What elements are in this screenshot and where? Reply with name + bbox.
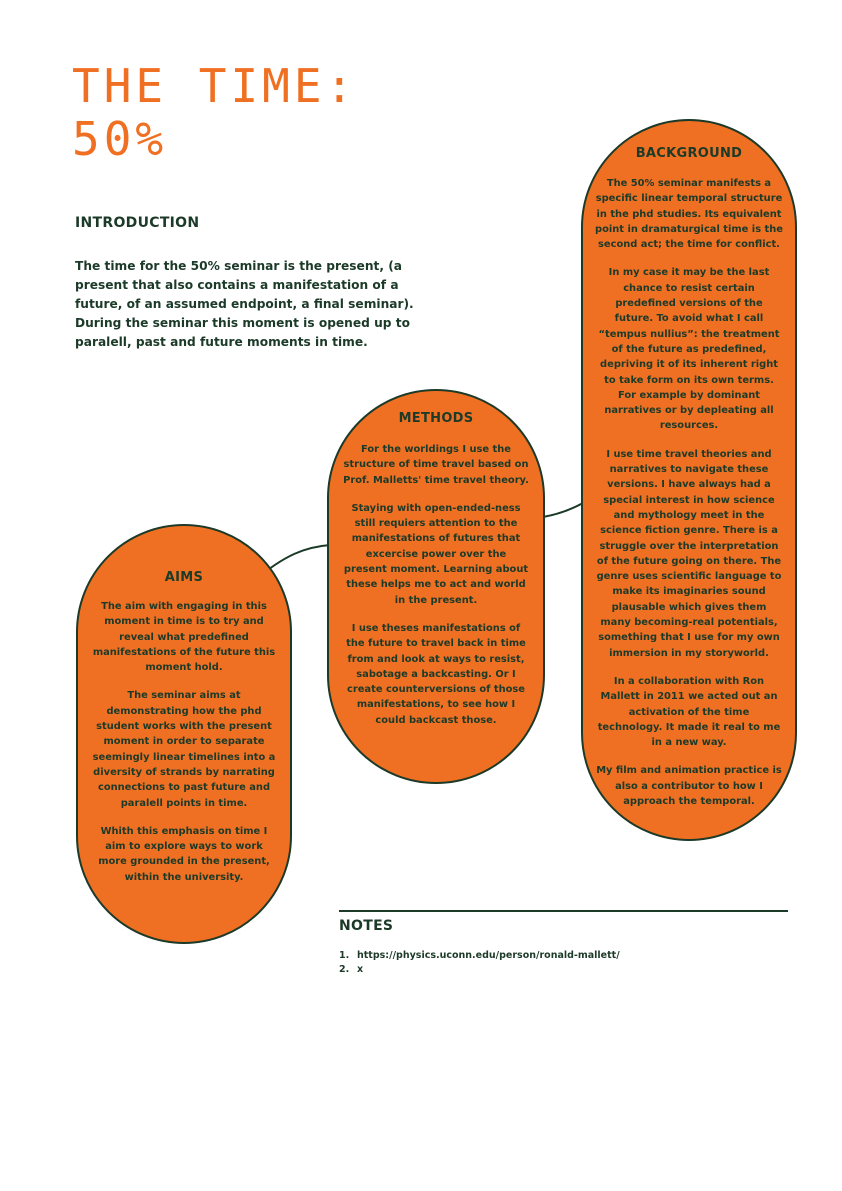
methods-paragraph: For the worldings I use the structure of time travel based on Prof. Malletts' time travel theory. bbox=[343, 444, 529, 486]
methods-paragraph: I use theses manifestations of the future to travel back in time from and look at ways to resist, sabotage a backcasting. Or I create counterversions of those manifestations, to see how I could backcast those. bbox=[346, 622, 526, 726]
note-item bbox=[339, 949, 620, 963]
notes-list bbox=[339, 949, 620, 977]
note-item bbox=[339, 963, 620, 977]
aims-heading: AIMS bbox=[164, 570, 204, 585]
background-paragraph: In my case it may be the last chance to resist certain predefined versions of the future. To avoid what I call “tempus nullius”: the treatment of the future as predefined, depriving it of its inherent right to take form on its own terms. For example by dominant narratives or by depleating all resources. bbox=[598, 267, 780, 432]
page-title-line-1: THE TIME: bbox=[72, 59, 358, 113]
notes-divider bbox=[339, 910, 788, 912]
aims-paragraph: The aim with engaging in this moment in time is to try and reveal what predefined manifestations of the future this moment hold. bbox=[92, 601, 276, 674]
background-heading: BACKGROUND bbox=[635, 146, 743, 161]
notes-heading: NOTES bbox=[339, 918, 394, 934]
methods-paragraph: Staying with open-ended-ness still requiers attention to the manifestations of futures that excercise power over the present moment. Learning about these helps me to act and world in the present. bbox=[343, 502, 529, 606]
page-title-line-2: 50% bbox=[72, 112, 168, 166]
methods-section bbox=[327, 389, 545, 784]
background-section bbox=[581, 119, 797, 841]
background-paragraph: The 50% seminar manifests a specific linear temporal structure in the phd studies. Its equivalent point in dramaturgical time is the second act; the time for conflict. bbox=[595, 178, 783, 251]
aims-section bbox=[76, 524, 292, 944]
background-paragraph: I use time travel theories and narratives to navigate these versions. I have always had a special interest in how science and mythology meet in the science fiction genre. There is a struggle over the interpretation of the future going on there. The genre uses scientific language to make its imaginaries sound plausable which gives them many becoming-real potentials, something that I use for my own immersion in my storyworld. bbox=[596, 448, 782, 659]
background-paragraph: My film and animation practice is also a contributor to how I approach the temporal. bbox=[596, 765, 782, 807]
note-number: 2. bbox=[339, 964, 350, 975]
introduction-text: The time for the 50% seminar is the present, (a present that also contains a manifestation of a future, of an assumed endpoint, a final seminar). During the seminar this moment is opened up to paralell, past and future moments in time. bbox=[75, 259, 414, 349]
background-paragraph: In a collaboration with Ron Mallett in 2011 we acted out an activation of the time technology. It made it real to me in a new way. bbox=[597, 675, 781, 749]
note-number: 1. bbox=[339, 950, 350, 961]
aims-paragraph: The seminar aims at demonstrating how the phd student works with the present moment in order to separate seemingly linear timelines into a diversity of strands by narrating connections to past future and paralell points in time. bbox=[92, 690, 276, 809]
aims-paragraph: Whith this emphasis on time I aim to explore ways to work more grounded in the present, within the university. bbox=[98, 825, 270, 883]
methods-heading: METHODS bbox=[398, 411, 474, 426]
note-text: x bbox=[357, 964, 364, 975]
introduction-heading: INTRODUCTION bbox=[75, 215, 200, 231]
note-link[interactable]: https://physics.uconn.edu/person/ronald-mallett/ bbox=[357, 950, 620, 961]
